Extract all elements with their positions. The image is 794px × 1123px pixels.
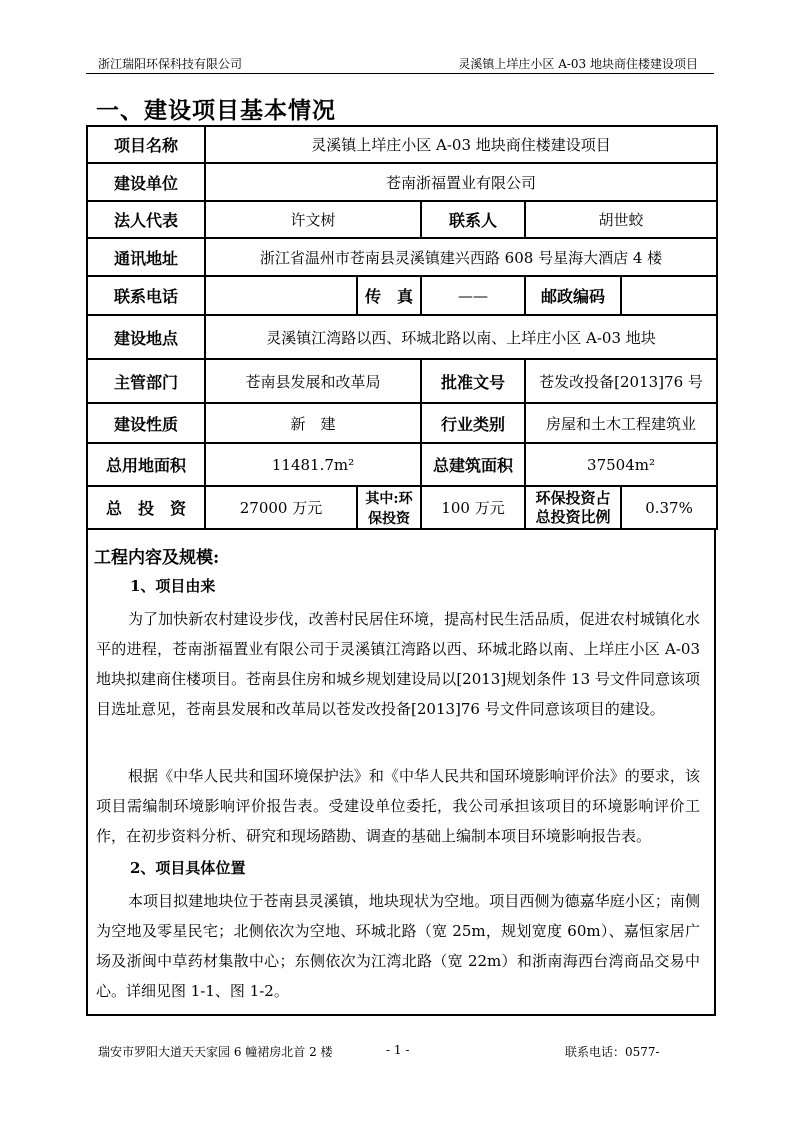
investment-value: 27000 万元 [205, 486, 357, 529]
legal-rep-label: 法人代表 [87, 201, 205, 238]
basic-info-table [86, 125, 718, 530]
project-name-label: 项目名称 [87, 126, 205, 163]
section-title: 工程内容及规模: [94, 548, 220, 568]
subsection-location: 2、项目具体位置 [130, 859, 246, 877]
paragraph-eia: 根据《中华人民共和国环境保护法》和《中华人民共和国环境影响评价法》的要求，该项目需编制环境影响评价报告表。受建设单位委托，我公司承担该项目的环境影响评价工作，在初步资料分析、研究和现场踏勘、调查的基础上编制本项目环境影响报告表。 [96, 767, 700, 845]
env-investment-label: 其中:环保投资 [357, 486, 421, 529]
table-row [87, 486, 717, 529]
floor-area-value: 37504m² [525, 443, 717, 486]
land-area-value: 11481.7m² [205, 443, 421, 486]
authority-label: 主管部门 [87, 359, 205, 403]
address-label: 通讯地址 [87, 238, 205, 276]
subsection-origin: 1、项目由来 [130, 577, 216, 595]
builder-label: 建设单位 [87, 163, 205, 201]
table-row [87, 443, 717, 486]
contact-person-value: 胡世蛟 [525, 201, 717, 238]
footer-phone: 联系电话：0577- [565, 1045, 660, 1059]
nature-value: 新 建 [205, 403, 421, 443]
authority-value: 苍南县发展和改革局 [205, 359, 421, 403]
phone-label: 联系电话 [87, 276, 205, 315]
site-value: 灵溪镇江湾路以西、环城北路以南、上垟庄小区 A-03 地块 [205, 315, 717, 359]
contact-person-label: 联系人 [421, 201, 525, 238]
table-row [87, 201, 717, 238]
fax-label: 传 真 [357, 276, 421, 315]
industry-value: 房屋和土木工程建筑业 [525, 403, 717, 443]
postcode-value [621, 276, 717, 315]
postcode-label: 邮政编码 [525, 276, 621, 315]
env-ratio-label-line1: 环保投资占 [535, 488, 611, 507]
land-area-label: 总用地面积 [87, 443, 205, 486]
env-ratio-label [525, 486, 621, 529]
industry-label: 行业类别 [421, 403, 525, 443]
footer-address: 瑞安市罗阳大道天天家园 6 幢裙房北首 2 楼 [98, 1045, 333, 1059]
table-row [87, 359, 717, 403]
project-name-value: 灵溪镇上垟庄小区 A-03 地块商住楼建设项目 [205, 126, 717, 163]
address-value: 浙江省温州市苍南县灵溪镇建兴西路 608 号星海大酒店 4 楼 [205, 238, 717, 276]
nature-label: 建设性质 [87, 403, 205, 443]
approval-no-label: 批准文号 [421, 359, 525, 403]
approval-no-value: 苍发改投备[2013]76 号 [525, 359, 717, 403]
table-row [87, 163, 717, 201]
table-row [87, 315, 717, 359]
table-row [87, 403, 717, 443]
phone-value [205, 276, 357, 315]
header-divider [86, 73, 714, 74]
table-row [87, 238, 717, 276]
fax-value: —— [421, 276, 525, 315]
legal-rep-value: 许文树 [205, 201, 421, 238]
paragraph-origin: 为了加快新农村建设步伐，改善村民居住环境，提高村民生活品质，促进农村城镇化水平的进程，苍南浙福置业有限公司于灵溪镇江湾路以西、环城北路以南、上垟庄小区 A-03 地块拟建商住楼项目。苍南县住房和城乡规划建设局以[2013]规划条件 13 号文件同意该项目选址意见，苍南县发展和改革局以苍发改投备[2013]76 号文件同意该项目的建设。 [96, 610, 700, 718]
investment-label: 总 投 资 [87, 486, 205, 529]
env-ratio-value: 0.37% [621, 486, 717, 529]
builder-value: 苍南浙福置业有限公司 [205, 163, 717, 201]
env-investment-value: 100 万元 [421, 486, 525, 529]
page-title: 一、建设项目基本情况 [96, 97, 336, 124]
footer-page-number: - 1 - [386, 1043, 410, 1057]
table-row [87, 276, 717, 315]
header-company: 浙江瑞阳环保科技有限公司 [98, 57, 243, 71]
site-label: 建设地点 [87, 315, 205, 359]
table-row [87, 126, 717, 163]
header-project: 灵溪镇上垟庄小区 A-03 地块商住楼建设项目 [458, 57, 698, 71]
env-ratio-label-line2: 总投资比例 [535, 507, 611, 526]
paragraph-location: 本项目拟建地块位于苍南县灵溪镇，地块现状为空地。项目西侧为德嘉华庭小区；南侧为空地及零星民宅；北侧依次为空地、环城北路（宽 25m，规划宽度 60m）、嘉恒家居广场及浙闽中草药材集散中心；东侧依次为江湾北路（宽 22m）和浙南海西台湾商品交易中心。详细见图 1-1、图 1-2。 [96, 892, 700, 1000]
floor-area-label: 总建筑面积 [421, 443, 525, 486]
